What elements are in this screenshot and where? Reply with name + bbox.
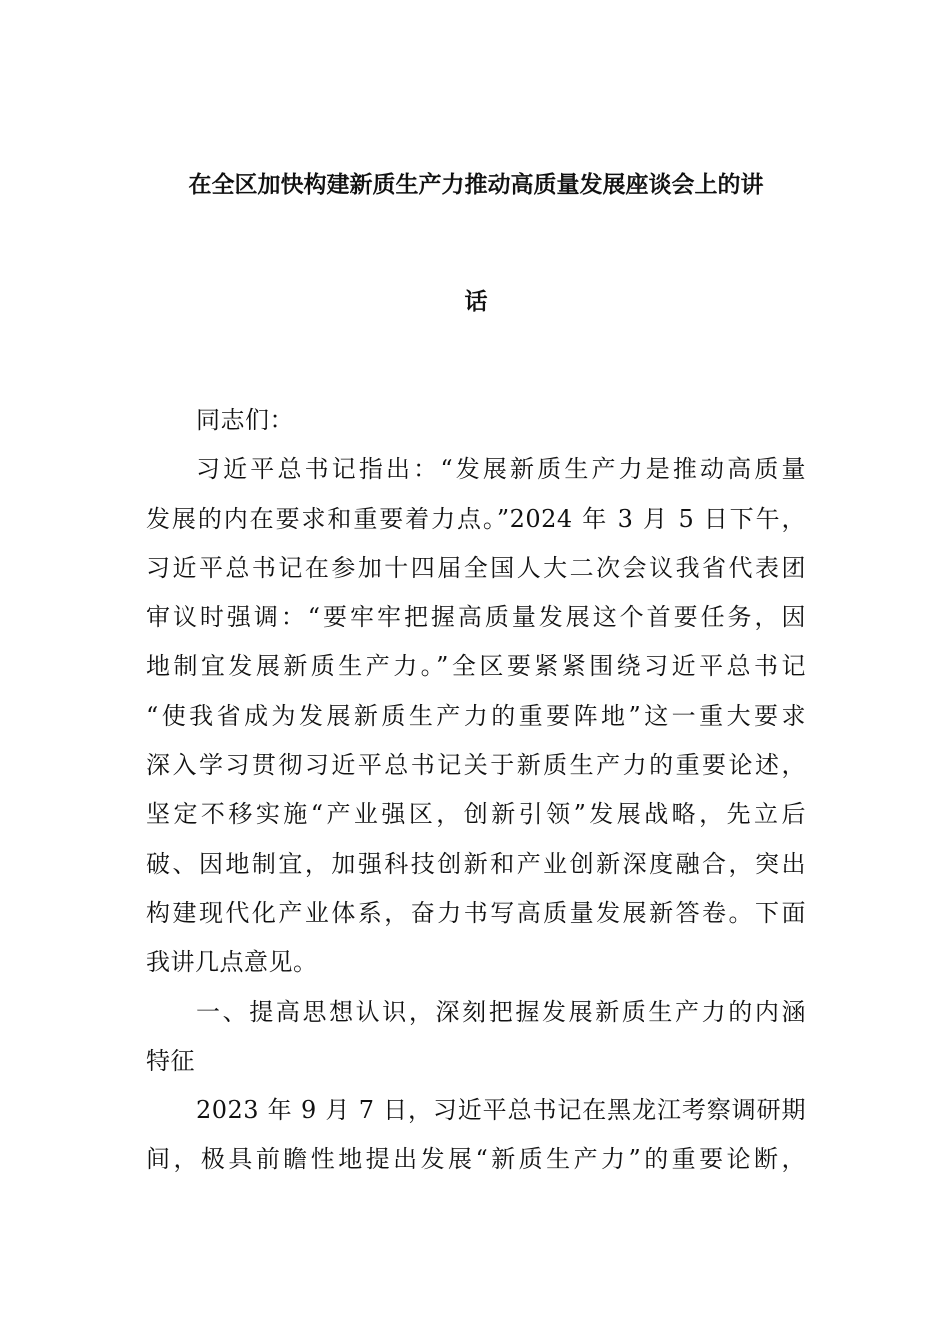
paragraph-line: 我讲几点意见。 [146, 948, 318, 977]
heading-line: 一、提高思想认识，深刻把握发展新质生产力的内涵 [196, 997, 806, 1026]
paragraph-line: 2023 年 9 月 7 日，习近平总书记在黑龙江考察调研期 [196, 1096, 806, 1125]
heading-line: 特征 [146, 1046, 195, 1075]
paragraph-intro [146, 445, 806, 987]
document-title-line-1: 在全区加快构建新质生产力推动高质量发展座谈会上的讲 [188, 172, 764, 198]
paragraph-line: 间，极具前瞻性地提出发展“新质生产力”的重要论断， [146, 1145, 806, 1174]
document-body [146, 396, 806, 1185]
paragraph-line: 发展的内在要求和重要着力点。”2024 年 3 月 5 日下午， [146, 504, 806, 533]
paragraph-line: 习近平总书记在参加十四届全国人大二次会议我省代表团 [146, 553, 806, 582]
paragraph-line: 深入学习贯彻习近平总书记关于新质生产力的重要论述， [146, 751, 806, 780]
paragraph-line: “使我省成为发展新质生产力的重要阵地”这一重大要求 [146, 701, 806, 730]
paragraph-line: 审议时强调：“要牢牢把握高质量发展这个首要任务，因 [146, 603, 806, 632]
paragraph-section-1 [146, 1086, 806, 1185]
paragraph-line: 构建现代化产业体系，奋力书写高质量发展新答卷。下面 [146, 898, 806, 927]
paragraph-line: 坚定不移实施“产业强区，创新引领”发展战略，先立后 [146, 800, 806, 829]
paragraph-line: 习近平总书记指出：“发展新质生产力是推动高质量 [196, 455, 806, 484]
section-heading-1 [146, 988, 806, 1087]
document-title-line-2: 话 [464, 289, 488, 315]
paragraph-line: 破、因地制宜，加强科技创新和产业创新深度融合，突出 [146, 849, 806, 878]
paragraph-line: 地制宜发展新质生产力。”全区要紧紧围绕习近平总书记 [146, 652, 806, 681]
salutation: 同志们： [196, 406, 294, 434]
